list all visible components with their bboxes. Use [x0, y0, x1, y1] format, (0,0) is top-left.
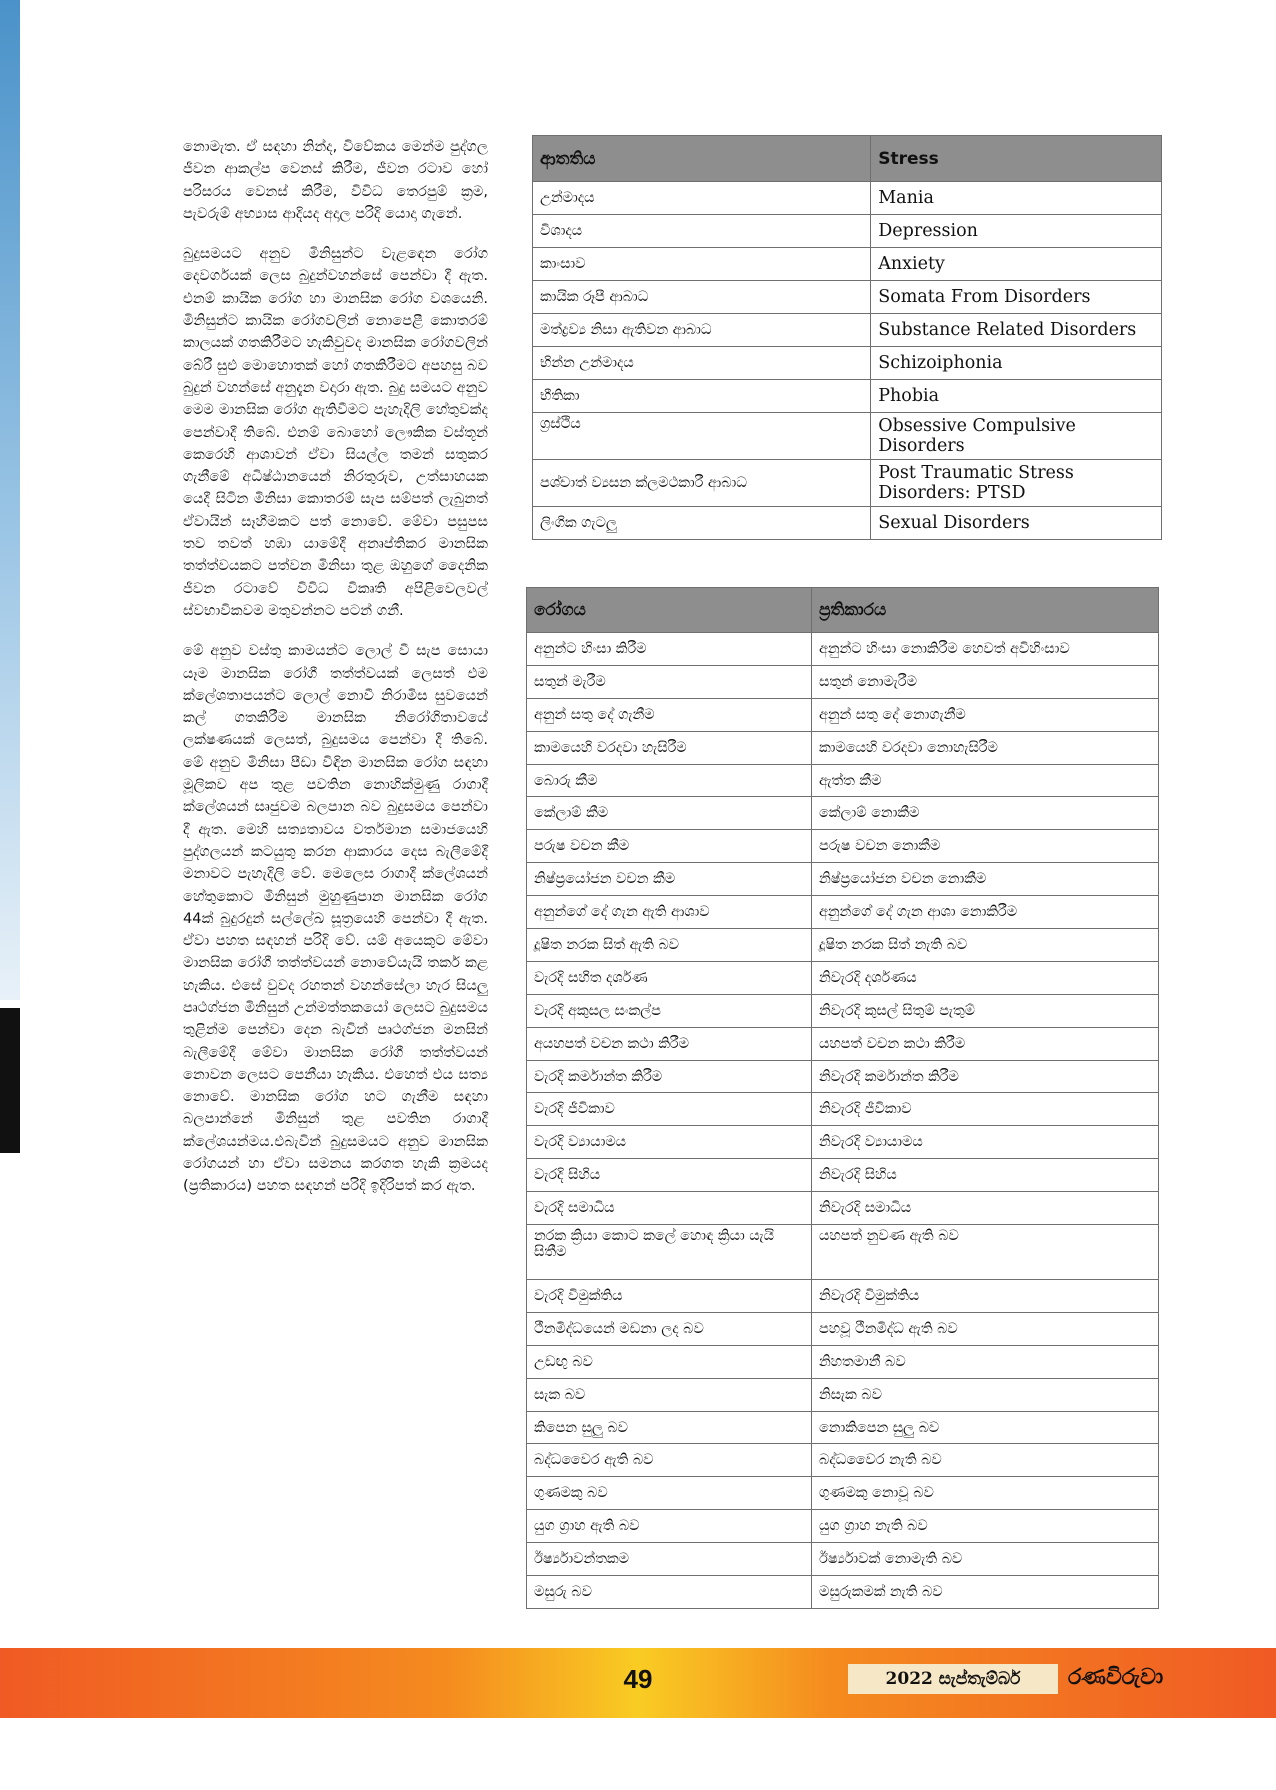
table-row — [527, 797, 1159, 830]
table-row — [527, 1027, 1159, 1060]
disease-cell: අනුන් සතු දේ ගැනීම — [527, 698, 812, 731]
table-row — [533, 507, 1162, 540]
disease-table-body — [527, 633, 1159, 1609]
disease-cell: දූෂිත නරක සිත් ඇති බව — [527, 929, 812, 962]
term-en: Depression — [871, 215, 1162, 248]
disease-cell: බොරු කීම — [527, 764, 812, 797]
disease-cell: වැරදි විමුක්තිය — [527, 1280, 812, 1313]
header-remedy: ප්‍රතිකාරය — [812, 588, 1159, 633]
disease-cell: වැරදි ව්‍යායාමය — [527, 1126, 812, 1159]
page-number: 49 — [623, 1664, 653, 1694]
remedy-cell: කාමයෙහි වරදවා නොහැසිරීම — [812, 731, 1159, 764]
disease-cell: කේලාම් කීම — [527, 797, 812, 830]
remedy-cell: කේලාම් නොකීම — [812, 797, 1159, 830]
disease-cell: වැරදි සහිත දර්ශණ — [527, 961, 812, 994]
remedy-cell: අනුන්ට හිංසා නොකිරීම හෙවත් අවිහිංසාව — [812, 633, 1159, 666]
disease-cell: කාමයෙහි වරදවා හැසිරීම — [527, 731, 812, 764]
table-row — [527, 731, 1159, 764]
table-row — [527, 1280, 1159, 1313]
table-row — [527, 1378, 1159, 1411]
disease-cell: උඩඟු බව — [527, 1345, 812, 1378]
table-row — [533, 182, 1162, 215]
remedy-cell: නිසැක බව — [812, 1378, 1159, 1411]
remedy-cell: ඊර්ෂ්‍යාවක් නොමැති බව — [812, 1543, 1159, 1576]
table-row — [527, 1477, 1159, 1510]
header-disease: රෝගය — [527, 588, 812, 633]
disease-cell: යුග ග්‍රාහ ඇති බව — [527, 1510, 812, 1543]
term-si: භින්න උන්මාදය — [533, 347, 871, 380]
remedy-cell: පහවූ ථීනමිද්ධ ඇති බව — [812, 1312, 1159, 1345]
table-row — [527, 830, 1159, 863]
table-row — [527, 1345, 1159, 1378]
table-row — [533, 460, 1162, 507]
remedy-cell: නිවැරදි සිහිය — [812, 1159, 1159, 1192]
table-row — [533, 248, 1162, 281]
table-row — [527, 1225, 1159, 1280]
table-row — [527, 994, 1159, 1027]
term-en: Substance Related Disorders — [871, 314, 1162, 347]
table-row — [527, 1576, 1159, 1609]
header-si: ආතතිය — [533, 136, 871, 182]
table-row — [527, 764, 1159, 797]
remedy-cell: පරුෂ වචන නොකීම — [812, 830, 1159, 863]
disease-cell: සතුන් මැරීම — [527, 665, 812, 698]
remedy-cell: අනුන්ගේ දේ ගැන ආශා නොකිරීම — [812, 896, 1159, 929]
remedy-cell: නිවැරදි දර්ශණය — [812, 961, 1159, 994]
paragraph-1: නොමැත. ඒ සඳහා නින්ද, විවේකය මෙන්ම පුද්ගල ජීවන ආකල්ප වෙනස් කිරීම, ජීවන රටාව හෝ පරිසරය වෙනස් කිරීම, විවිධ තෙරපුම් ක්‍රම, පැවරුම් අභ්‍යාස ආදියද අදාල පරිදි යොදා ගැනේ. — [183, 138, 488, 222]
table-row — [527, 1444, 1159, 1477]
table-row — [527, 1093, 1159, 1126]
disease-cell: ඊර්ෂ්‍යාවන්තකම — [527, 1543, 812, 1576]
disease-cell: නරක ක්‍රියා කොට කලේ හොඳ ක්‍රියා යැයි සිතීම — [527, 1225, 812, 1280]
remedy-cell: බද්ධවෛර නැති බව — [812, 1444, 1159, 1477]
table-row — [527, 698, 1159, 731]
table-row — [533, 281, 1162, 314]
remedy-cell: නිවැරදි කර්මාන්ත කිරීම — [812, 1060, 1159, 1093]
disease-cell: පරුෂ වචන කීම — [527, 830, 812, 863]
stress-table-header — [533, 136, 1162, 182]
table-row — [533, 314, 1162, 347]
disease-cell: බද්ධවෛර ඇති බව — [527, 1444, 812, 1477]
disease-cell: මසුරු බව — [527, 1576, 812, 1609]
disease-cell: වැරදි ජීවිකාව — [527, 1093, 812, 1126]
disease-cell: ථීනමිද්ධයෙන් මඩනා ලද බව — [527, 1312, 812, 1345]
table-row — [527, 1543, 1159, 1576]
remedy-cell: නිවැරදි විමුක්තිය — [812, 1280, 1159, 1313]
table-row — [527, 929, 1159, 962]
article-body — [183, 136, 488, 1216]
disease-remedy-table — [526, 587, 1159, 1609]
term-en: Schizoiphonia — [871, 347, 1162, 380]
term-en: Post Traumatic Stress Disorders: PTSD — [871, 460, 1162, 507]
remedy-cell: නිවැරදි ජීවිකාව — [812, 1093, 1159, 1126]
table-row — [527, 961, 1159, 994]
term-si: උන්මාදය — [533, 182, 871, 215]
remedy-cell: සතුන් නොමැරීම — [812, 665, 1159, 698]
remedy-cell: නිවැරදි ව්‍යායාමය — [812, 1126, 1159, 1159]
term-en: Somata From Disorders — [871, 281, 1162, 314]
table-row — [533, 215, 1162, 248]
remedy-cell: ඇත්ත කීම — [812, 764, 1159, 797]
disease-cell: නිෂ්ප්‍රයෝජන වචන කීම — [527, 863, 812, 896]
term-si: මත්ද්‍රව්‍ය නිසා ඇතිවන ආබාධ — [533, 314, 871, 347]
table-row — [527, 1060, 1159, 1093]
disease-cell: වැරදි අකුසල සංකල්ප — [527, 994, 812, 1027]
table-row — [533, 347, 1162, 380]
remedy-cell: යහපත් නුවණ ඇති බව — [812, 1225, 1159, 1280]
disease-cell: සැක බව — [527, 1378, 812, 1411]
table-row — [527, 1312, 1159, 1345]
table-row — [527, 1126, 1159, 1159]
table-row — [527, 863, 1159, 896]
term-si: ග්‍රස්ථිය — [533, 413, 871, 460]
disease-cell: අනුන්ගේ දේ ගැන ඇති ආශාව — [527, 896, 812, 929]
remedy-cell: දූෂිත නරක සිත් නැති බව — [812, 929, 1159, 962]
term-si: විශාදය — [533, 215, 871, 248]
paragraph-3: මේ අනුව වස්තු කාමයන්ට ලොල් වී සැප සොයා යෑම මානසික රෝගී තත්ත්වයක් ලෙසත් එම ක්ලේශතාපයන්ට ලොල් නොවී නිරාමිස සුවයෙන් කල් ගතකිරීම මානසික නිරෝගිතාවයේ ලක්ෂණයක් ලෙසත්, බුදුසමය පෙන්වා දී තිබේ. මේ අනුව මිනිසා පීඩා විඳින මානසික රෝග සඳහා මූලිකව අප තුළ පවතින නොහික්මුණු රාගාදී ක්ලේශයන් සෘජුවම බලපාන බව බුදුසමය පෙන්වා දී ඇත. මෙහි සත්‍යතාවය වර්තමාන සමාජයෙහි පුද්ගලයන් කටයුතු කරන ආකාරය දෙස බැලීමේදී මනාවට පැහැදිලි වේ. මෙලෙස රාගාදී ක්ලේශයන් හේතුකොට මිනිසුන් මුහුණුපාන මානසික රෝග 44ක් බුදුරදුන් සල්ලේඛ සූත්‍රයෙහි පෙන්වා දී ඇත. ඒවා පහත සඳහන් පරිදි වේ. යම් අයෙකුට මේවා මානසික රෝගී තත්ත්වයන් නොවේයැයි තර්ක කළ හැකිය. එසේ වුවද රහතන් වහන්සේලා හැර සියලු පෘථග්ජන මිනිසුන් උන්මත්තකයෝ ලෙසට බුදුසමය තුළින්ම පෙන්වා දෙන බැවින් පෘථග්ජන මනසින් බැලීමේදී මේවා මානසික රෝගී තත්ත්වයන් නොවන ලෙසට පෙනීයා හැකිය. එහෙත් එය සත්‍ය නොවේ. මානසික රෝග හට ගැනීම සඳහා බලපාන්නේ මිනිසුන් තුළ පවතින රාගාදී ක්ලේශයන්මය.එබැවින් බුදුසමයට අනුව මානසික රෝගයන් හා ඒවා සමනය කරගත හැකි ක්‍රමයද (ප්‍රතිකාරය) පහත සඳහන් පරිදි ඉදිරිපත් කර ඇත. — [183, 642, 488, 1195]
issue-date: 2022 සැප්තැම්බර් — [848, 1664, 1058, 1694]
remedy-cell: මසුරුකමක් නැති බව — [812, 1576, 1159, 1609]
disease-cell: වැරදි කර්මාන්ත කිරීම — [527, 1060, 812, 1093]
remedy-cell: යුග ග්‍රාහ නැති බව — [812, 1510, 1159, 1543]
remedy-cell: නිවැරදි කුසල් සිතුම් පැතුම් — [812, 994, 1159, 1027]
remedy-cell: ගුණමකු නොවූ බව — [812, 1477, 1159, 1510]
term-si: භීතිකා — [533, 380, 871, 413]
remedy-cell: නිවැරදි සමාධිය — [812, 1192, 1159, 1225]
term-si: කායික රූපී ආබාධ — [533, 281, 871, 314]
table-row — [527, 633, 1159, 666]
remedy-cell: නොකිපෙන සුලු බව — [812, 1411, 1159, 1444]
disease-cell: අනුන්ට හිංසා කිරීම — [527, 633, 812, 666]
table-row — [527, 1192, 1159, 1225]
disease-table-header — [527, 588, 1159, 633]
table-row — [527, 665, 1159, 698]
remedy-cell: යහපත් වචන කථා කිරීම — [812, 1027, 1159, 1060]
term-si: පශ්චාත් ව්‍යසන ක්ලමථකාරී ආබාධ — [533, 460, 871, 507]
term-si: ලිංගික ගැටලු — [533, 507, 871, 540]
stress-table — [532, 135, 1162, 540]
page-edge-mark — [0, 1008, 20, 1153]
disease-cell: වැරදි සමාධිය — [527, 1192, 812, 1225]
magazine-logo: රණවිරුවා — [1068, 1665, 1164, 1690]
disease-cell: වැරදි සිහිය — [527, 1159, 812, 1192]
remedy-cell: නිහතමානී බව — [812, 1345, 1159, 1378]
term-en: Mania — [871, 182, 1162, 215]
table-row — [527, 896, 1159, 929]
disease-cell: අයහපත් වචන කථා කිරීම — [527, 1027, 812, 1060]
table-row — [527, 1510, 1159, 1543]
paragraph-2: බුදුසමයට අනුව මිනිසුන්ට වැළඳෙන රෝග දෙවර්ගයක් ලෙස බුදුන්වහන්සේ පෙන්වා දී ඇත. එනම් කායික රෝග හා මානසික රෝග වශයෙනි. මිනිසුන්ට කායික රෝගවලින් නොපෙළී කොතරම් කාලයක් ගතකිරීමට හැකිවුවද මානසික රෝගවලින් බේරී සුළු මොහොතක් හෝ ගතකිරීමට අපහසු බව බුදුන් වහන්සේ අනුදැන වදාරා ඇත. බුදු සමයට අනුව මෙම මානසික රෝග ඇතිවීමට පැහැදිලි හේතුවක්ද පෙන්වාදී තිබේ. එනම් බොහෝ ලෞකික වස්තූන් කෙරෙහි ආශාවන් ඒවා සියල්ල තමන් සතුකර ගැනීමේ අධිෂ්ඨානයෙන් නිරතුරුව, උත්සාහයක යෙදී සිටින මිනිසා කොතරම් සැප සම්පත් ලැබුනත් ඒවායින් සෑහීමකට පත් නොවේ. මේවා පසුපස තව තවත් හඹා යාමේදී අනෘප්තිකර මානසික තත්ත්වයකට පත්වන මිනිසා තුළ ඔහුගේ දෛනික ජීවන රටාවේ විවිධ විකෘති අපිළිවෙලවල් ස්වභාවිකවම මතුවන්නට පටන් ගනී. — [183, 245, 488, 619]
table-row — [527, 1411, 1159, 1444]
header-en: Stress — [871, 136, 1162, 182]
term-si: කාංසාව — [533, 248, 871, 281]
term-en: Sexual Disorders — [871, 507, 1162, 540]
disease-cell: කිපෙන සුලු බව — [527, 1411, 812, 1444]
disease-cell: ගුණමකු බව — [527, 1477, 812, 1510]
term-en: Phobia — [871, 380, 1162, 413]
remedy-cell: අනුන් සතු දේ නොගැනීම — [812, 698, 1159, 731]
remedy-cell: නිෂ්ප්‍රයෝජන වචන නොකීම — [812, 863, 1159, 896]
term-en: Obsessive Compulsive Disorders — [871, 413, 1162, 460]
table-row — [527, 1159, 1159, 1192]
table-row — [533, 413, 1162, 460]
term-en: Anxiety — [871, 248, 1162, 281]
page-edge-strip — [0, 0, 20, 1000]
table-row — [533, 380, 1162, 413]
